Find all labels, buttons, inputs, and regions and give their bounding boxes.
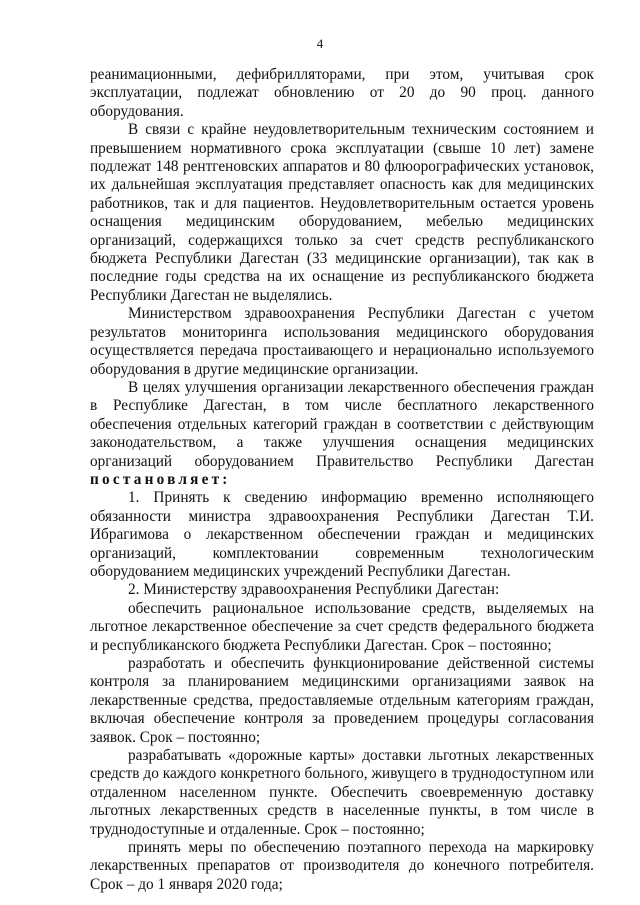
paragraph-continuation: реанимационными, дефибрилляторами, при этом, учитывая срок эксплуатации, подлежат обновлению от 20 до 90 проц. данного оборудования.	[90, 66, 594, 120]
page-number: 4	[316, 36, 324, 51]
paragraph-xray-equipment: В связи с крайне неудовлетворительным техническим состоянием и превышением нормативного срока эксплуатации (свыше 10 лет) замене подлежат 148 рентгеновских аппаратов и 80 флюорографических установок, их дальнейшая эксплуатация представляет опасность как для медицинских работников, так и для пациентов. Неудовлетворительным остается уровень оснащения медицинским оборудованием, мебелью медицинских организаций, содержащихся только за счет средств республиканского бюджета Республики Дагестан (33 медицинские организации), так как в последние годы средства на их оснащение из республиканского бюджета Республики Дагестан не выделялись.	[90, 121, 594, 304]
paragraph-subitem-funds: обеспечить рациональное использование средств, выделяемых на льготное лекарственное обеспечение за счет средств федерального бюджета и республиканского бюджета Республики Дагестан. Срок – постоянно;	[90, 599, 594, 654]
preamble-text: В целях улучшения организации лекарственного обеспечения граждан в Республике Дагестан, в том числе бесплатного лекарственного обеспечения отдельных категорий граждан в соответствии с действующим законодательством, а также улучшения оснащения медицинских организаций оборудованием Правительство Республики Дагестан	[90, 378, 594, 470]
paragraph-item-2: 2. Министерству здравоохранения Республики Дагестан:	[128, 581, 500, 599]
paragraph-item-1: 1. Принять к сведению информацию временно исполняющего обязанности министра здравоохранения Республики Дагестан Т.И. Ибрагимова о лекарственном обеспечении граждан и медицинских организаций, комплектовании современным технологическим оборудованием медицинских учреждений Республики Дагестан.	[90, 489, 594, 580]
paragraph-ministry-monitoring: Министерством здравоохранения Республики Дагестан с учетом результатов мониторинга использования медицинского оборудования осуществляется передача простаивающего и нерационально используемого оборудования в другие медицинские организации.	[90, 305, 594, 378]
paragraph-decree-preamble	[90, 379, 594, 489]
paragraph-subitem-control: разработать и обеспечить функционирование действенной системы контроля за планированием медицинскими организациями заявок на лекарственные средства, предоставляемые отдельным категориям граждан, включая обеспечение контроля за проведением процедуры согласования заявок. Срок – постоянно;	[90, 655, 594, 746]
decree-word: постановляет:	[90, 470, 231, 488]
document-body	[90, 66, 594, 894]
paragraph-subitem-roadmaps: разрабатывать «дорожные карты» доставки льготных лекарственных средств до каждого конкретного больного, живущего в труднодоступном или отдаленном населенном пункте. Обеспечить своевременную доставку льготных лекарственных средств в населенные пункты, в том числе в труднодоступные и отдаленные. Срок – постоянно;	[90, 747, 594, 838]
paragraph-subitem-marking: принять меры по обеспечению поэтапного перехода на маркировку лекарственных препаратов от производителя до конечного потребителя. Срок – до 1 января 2020 года;	[90, 839, 594, 893]
